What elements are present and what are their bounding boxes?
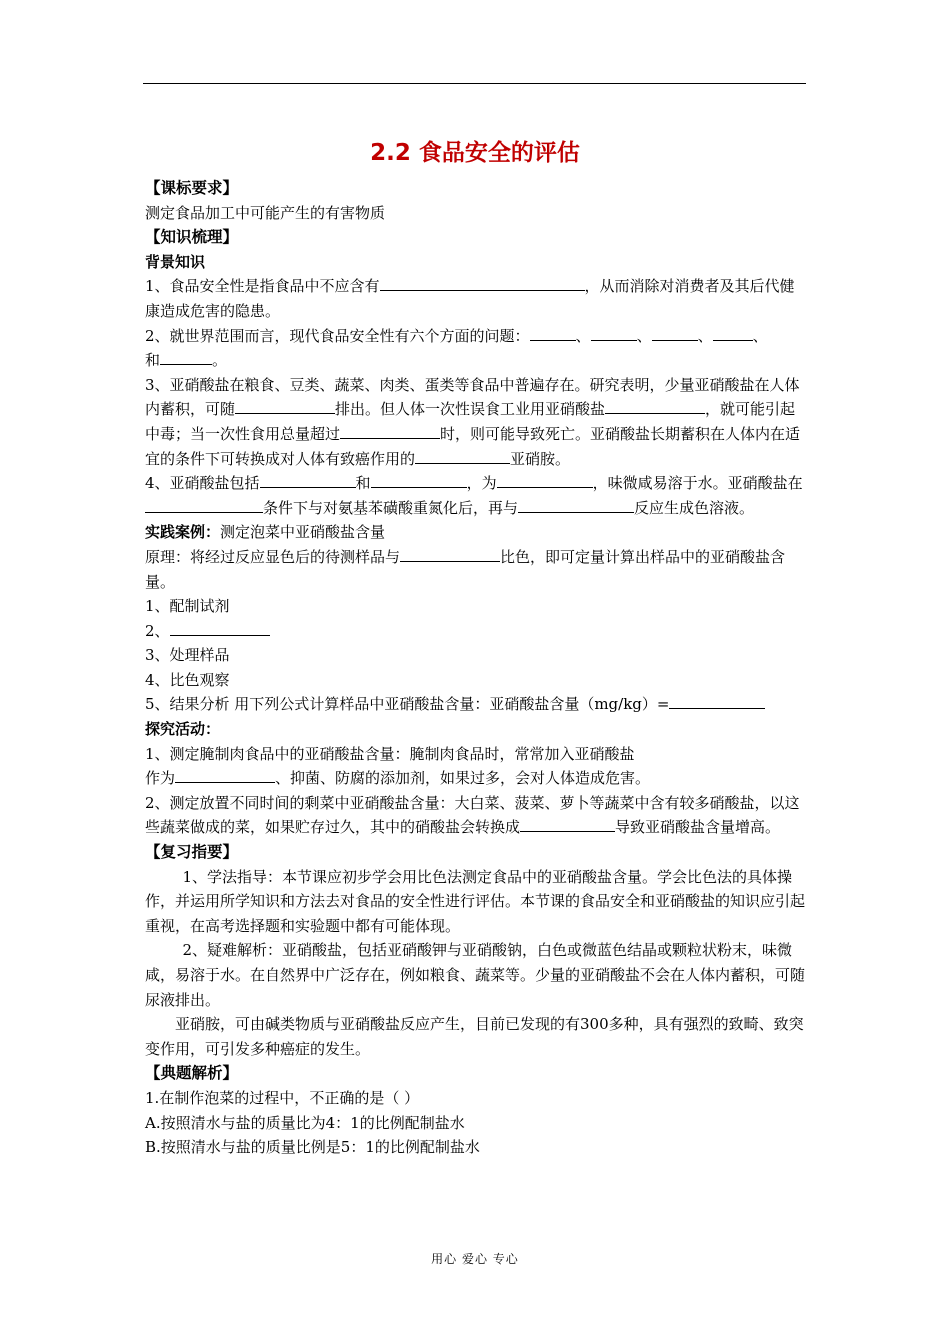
explore-2: 2、测定放置不同时间的剩菜中亚硝酸盐含量：大白菜、菠菜、萝卜等蔬菜中含有较多硝酸盐，以这些蔬菜做成的菜，如果贮存过久，其中的硝酸盐会转换成 导致亚硝酸盐含量增高。 (145, 793, 800, 837)
explore-1: 1、测定腌制肉食品中的亚硝酸盐含量：腌制肉食品时，常常加入亚硝酸盐 作为 、抑菌、防腐的添加剂，如果过多，会对人体造成危害。 (145, 744, 651, 788)
blank[interactable] (652, 325, 698, 341)
page-footer: 用心 爱心 专心 (431, 1252, 519, 1266)
step-2: 2、 (145, 619, 807, 644)
practice-case: 实践案例：测定泡菜中亚硝酸盐含量 (145, 523, 386, 542)
blank[interactable] (160, 349, 212, 365)
blank[interactable] (380, 275, 585, 291)
background-subheading: 背景知识 (145, 252, 206, 271)
blank[interactable] (400, 546, 500, 562)
section-heading-examples: 【典题解析】 (145, 1064, 239, 1083)
question-2: 2、就世界范围而言，现代食品安全性有六个方面的问题： 、 、 、 、 和 。 (145, 326, 768, 370)
blank[interactable] (415, 448, 510, 464)
blank[interactable] (605, 398, 705, 414)
blank[interactable] (340, 423, 440, 439)
question-4: 4、亚硝酸盐包括 和 ，为 ，味微咸易溶于水。亚硝酸盐在条件下与对氨基苯磺酸重氮化后，再与 反应生成色溶液。 (145, 474, 803, 517)
blank[interactable] (371, 472, 467, 488)
step-1: 1、配制试剂 (145, 597, 230, 616)
blank[interactable] (260, 472, 356, 488)
review-2: 2、疑难解析：亚硝酸盐，包括亚硝酸钾与亚硝酸钠，白色或微蓝色结晶或颗粒状粉末，味微咸，易溶于水。在自然界中广泛存在，例如粮食、蔬菜等。少量的亚硝酸盐不会在人体内蓄积，可随尿液排出。 (145, 941, 806, 1009)
document-body (145, 176, 807, 1160)
principle: 原理：将经过反应显色后的待测样品与 比色，即可定量计算出样品中的亚硝酸盐含量。 (145, 547, 786, 591)
review-3: 亚硝胺，可由碱类物质与亚硝酸盐反应产生，目前已发现的有300多种，具有强烈的致畸、致突变作用，可引发多种癌症的发生。 (145, 1015, 804, 1058)
step-4: 4、比色观察 (145, 670, 230, 689)
question-1: 1、食品安全性是指食品中不应含有 ，从而消除对消费者及其后代健康造成危害的隐患。 (145, 277, 795, 320)
question-3: 3、亚硝酸盐在粮食、豆类、蔬菜、肉类、蛋类等食品中普遍存在。研究表明，少量亚硝酸盐在人体内蓄积，可随 排出。但人体一次性误食工业用亚硝酸盐 ，就可能引起中毒；当一次性食用总量超过 时，则可能导致死亡。亚硝酸盐长期蓄积在人体内在适宜的条件下可转换成对人体有致癌作用的 亚硝胺。 (145, 375, 801, 468)
step-5: 5、结果分析 用下列公式计算样品中亚硝酸盐含量：亚硝酸盐含量（mg/kg）= (145, 692, 807, 717)
blank[interactable] (520, 816, 615, 832)
section-heading-knowledge: 【知识梳理】 (145, 228, 239, 247)
blank[interactable] (497, 472, 593, 488)
header-rule (143, 83, 806, 84)
blank[interactable] (530, 325, 576, 341)
option-b: B.按照清水与盐的质量比例是5：1的比例配制盐水 (145, 1138, 480, 1157)
page-title: 2.2 食品安全的评估 (370, 140, 580, 166)
blank[interactable] (235, 398, 335, 414)
standards-text: 测定食品加工中可能产生的有害物质 (145, 203, 386, 222)
blank[interactable] (170, 620, 270, 636)
option-a: A.按照清水与盐的质量比为4：1的比例配制盐水 (145, 1113, 465, 1132)
blank[interactable] (713, 325, 753, 341)
section-heading-standards: 【课标要求】 (145, 179, 239, 197)
blank[interactable] (175, 767, 275, 783)
section-heading-review: 【复习指要】 (145, 843, 239, 862)
blank[interactable] (518, 497, 634, 513)
step-3: 3、处理样品 (145, 646, 230, 665)
blank[interactable] (669, 693, 765, 709)
review-1: 1、学法指导：本节课应初步学会用比色法测定食品中的亚硝酸盐含量。学会比色法的具体操作，并运用所学知识和方法去对食品的安全性进行评估。本节课的食品安全和亚硝酸盐的知识应引起重视，在高考选择题和实验题中都有可能体现。 (145, 867, 806, 935)
blank[interactable] (591, 325, 637, 341)
explore-heading: 探究活动： (145, 720, 221, 739)
blank[interactable] (145, 497, 263, 513)
example-question: 1.在制作泡菜的过程中，不正确的是（ ） (145, 1088, 420, 1107)
